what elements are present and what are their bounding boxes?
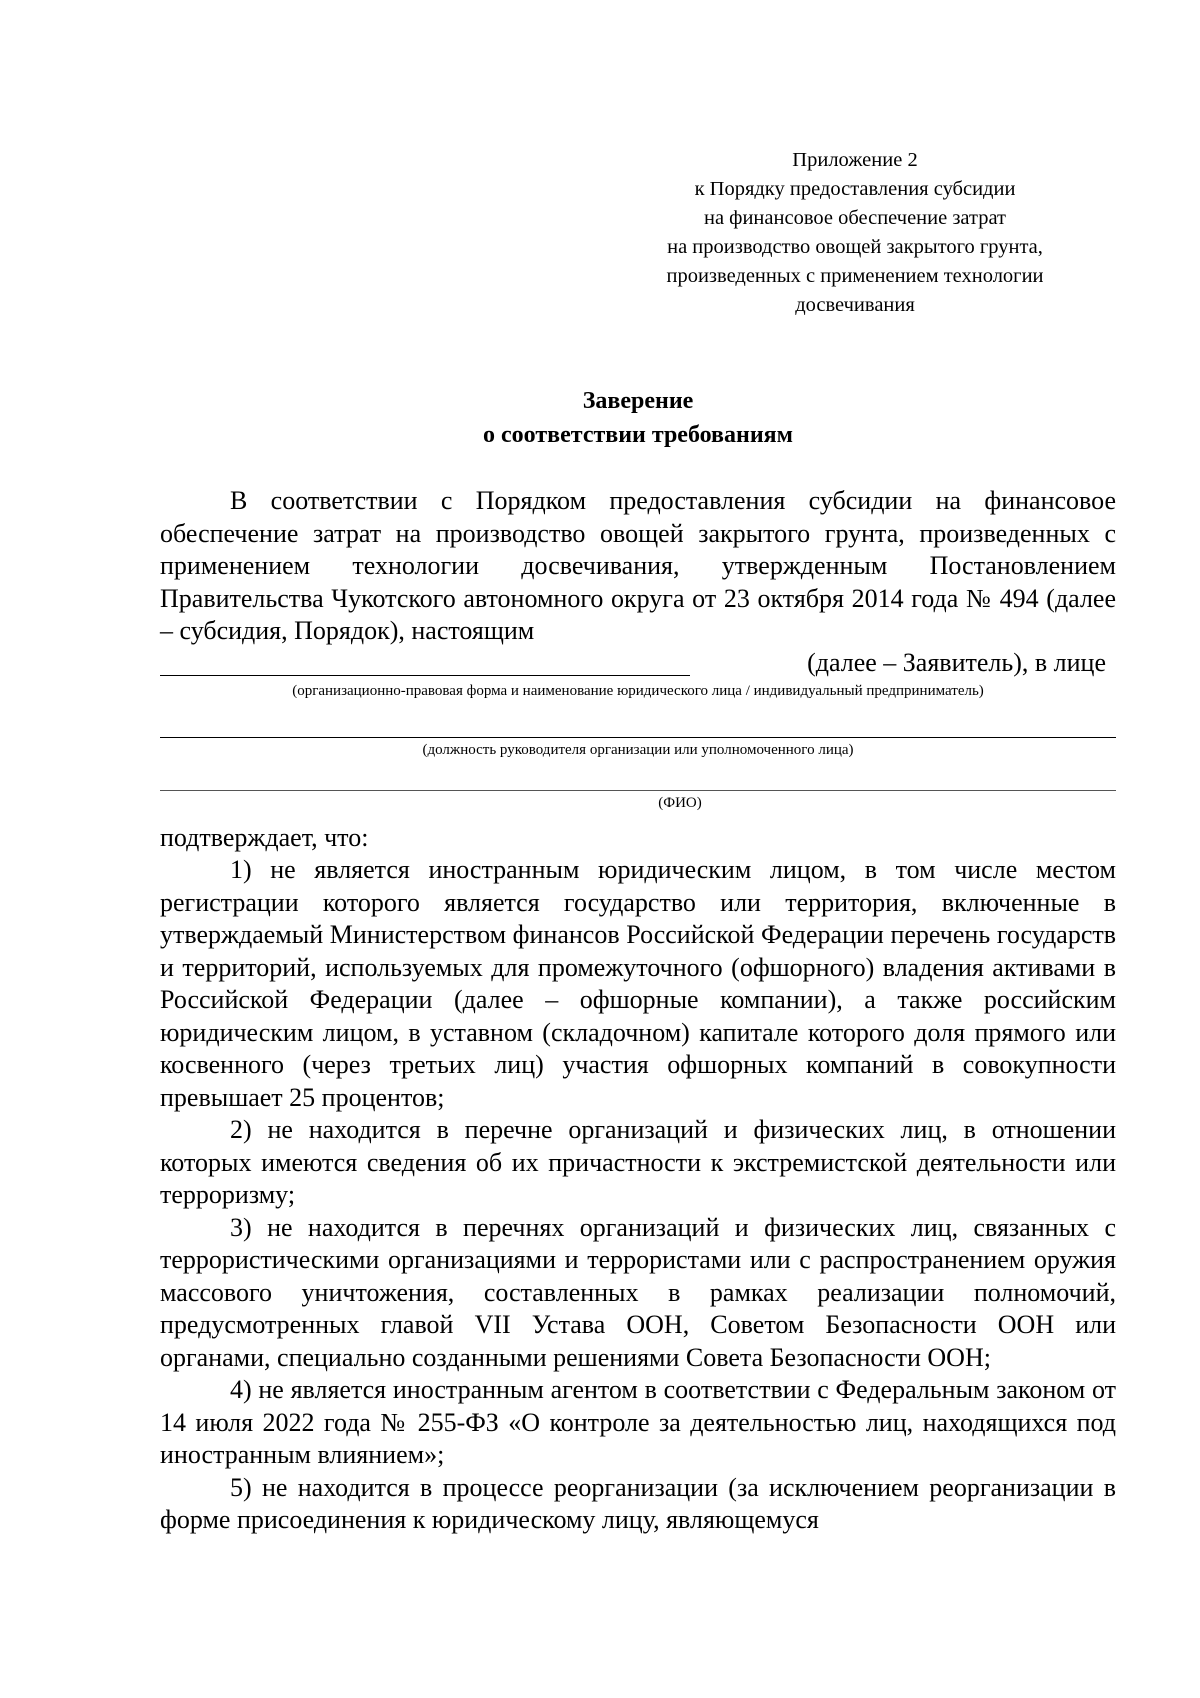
position-blank-line <box>160 737 1116 738</box>
position-caption: (должность руководителя организации или уполномоченного лица) <box>422 742 854 758</box>
list-item: 2) не находится в перечне организаций и физических лиц, в отношении которых имеются сведения об их причастности к экстремистской деятельности или терроризму; <box>160 1115 1116 1209</box>
appendix-line: к Порядку предоставления субсидии <box>694 178 1016 200</box>
applicant-blank-line <box>160 675 690 676</box>
list-item: 5) не находится в процессе реорганизации (за исключением реорганизации в форме присоединения к юридическому лицу, являющемуся <box>160 1472 1116 1534</box>
appendix-header <box>620 146 1090 320</box>
document-subtitle: о соответствии требованиям <box>483 422 793 448</box>
list-item: 1) не является иностранным юридическим лицом, в том числе местом регистрации которого является государство или территория, включенные в утверждаемый Министерством финансов Российской Федерации перечень государств и территорий, используемых для промежуточного (офшорного) владения активами в Российской Федерации (далее – офшорные компании), а также российским юридическим лицом, в уставном (складочном) капитале которого доля прямого или косвенного (через третьих лиц) участия офшорных компаний в совокупности превышает 25 процентов; <box>160 855 1116 1112</box>
list-item: 3) не находится в перечнях организаций и физических лиц, связанных с террористическими организациями и террористами или с распространением оружия массового уничтожения, составленных в рамках реализации полномочий, предусмотренных главой VII Устава ООН, Советом Безопасности ООН или органами, специально созданными решениями Совета Безопасности ООН; <box>160 1212 1116 1372</box>
intro-paragraph: В соответствии с Порядком предоставления субсидии на финансовое обеспечение затрат на производство овощей закрытого грунта, произведенных с применением технологии досвечивания, утвержденным Постановлением Правительства Чукотского автономного округа от 23 октября 2014 года № 494 (далее – субсидия, Порядок), настоящим <box>160 486 1116 645</box>
list-item: 4) не является иностранным агентом в соответствии с Федеральным законом от 14 июля 2022 года № 255-ФЗ «О контроле за деятельностью лиц, находящихся под иностранным влиянием»; <box>160 1375 1116 1469</box>
appendix-line: Приложение 2 <box>792 149 918 171</box>
appendix-line: на финансовое обеспечение затрат <box>703 207 1006 229</box>
appendix-line: на производство овощей закрытого грунта, <box>667 236 1043 258</box>
appendix-line: произведенных с применением технологии <box>666 265 1044 287</box>
appendix-line: досвечивания <box>795 294 915 316</box>
document-title: Заверение <box>582 388 694 414</box>
applicant-suffix: (далее – Заявитель), в лице <box>807 648 1106 677</box>
applicant-row <box>160 647 1116 679</box>
org-form-caption: (организационно-правовая форма и наименование юридического лица / индивидуальный предприниматель) <box>292 683 984 699</box>
requirements-list <box>160 854 1116 1537</box>
confirms-label: подтверждает, что: <box>160 823 369 852</box>
fio-caption: (ФИО) <box>658 795 702 811</box>
fio-blank-line <box>160 790 1116 791</box>
